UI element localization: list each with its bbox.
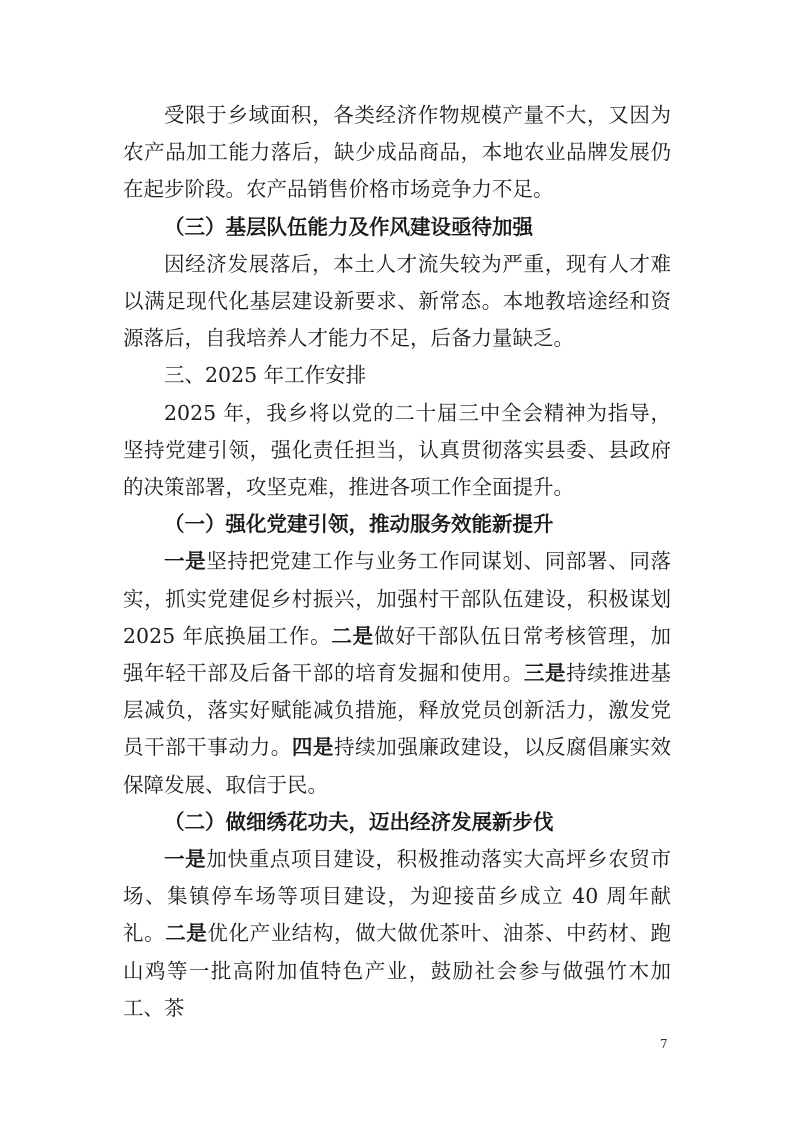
lead-econ-second: 二是 bbox=[165, 921, 208, 946]
text-third: 持续推进基层减负，落实好赋能减负措施，释放党员创新活力，激发党员干部干事动力。 bbox=[123, 661, 672, 760]
lead-second: 二是 bbox=[331, 623, 374, 648]
paragraph-party-building bbox=[123, 543, 671, 803]
lead-fourth: 四是 bbox=[291, 735, 335, 760]
text-fourth: 持续加强廉政建设，以反腐倡廉实效保障发展、取信于民。 bbox=[123, 735, 672, 797]
page-content bbox=[123, 97, 671, 1027]
text-second: 做好干部队伍日常考核管理，加强年轻干部及后备干部的培育发掘和使用。 bbox=[123, 623, 672, 686]
lead-first: 一是 bbox=[164, 549, 207, 574]
text-econ-first: 加快重点项目建设，积极推动落实大高坪乡农贸市场、集镇停车场等项目建设，为迎接苗乡成立 40 周年献礼。 bbox=[123, 847, 672, 946]
heading-2025-plan: 三、2025 年工作安排 bbox=[164, 363, 367, 388]
paragraph-economic-development bbox=[123, 841, 671, 1027]
paragraph-2025-intro: 2025 年，我乡将以党的二十届三中全会精神为指导，坚持党建引领，强化责任担当，认真贯彻落实县委、县政府的决策部署，攻坚克难，推进各项工作全面提升。 bbox=[123, 400, 671, 500]
heading-grassroots-team: （三）基层队伍能力及作风建设亟待加强 bbox=[164, 214, 533, 239]
lead-econ-first: 一是 bbox=[164, 847, 207, 872]
page-number: 7 bbox=[660, 1037, 668, 1051]
text-econ-second: 优化产业结构，做大做优茶叶、油茶、中药材、跑山鸡等一批高附加值特色产业，鼓励社会参与做强竹木加工、茶 bbox=[123, 921, 672, 1020]
text-first: 坚持把党建工作与业务工作同谋划、同部署、同落实，抓实党建促乡村振兴，加强村干部队伍建设，积极谋划 2025 年底换届工作。 bbox=[123, 549, 672, 648]
lead-third: 三是 bbox=[523, 661, 567, 686]
paragraph-agriculture: 受限于乡域面积，各类经济作物规模产量不大，又因为农产品加工能力落后，缺少成品商品，本地农业品牌发展仍在起步阶段。农产品销售价格市场竞争力不足。 bbox=[123, 103, 671, 202]
heading-party-building: （一）强化党建引领，推动服务效能新提升 bbox=[164, 512, 554, 537]
heading-economic-development: （二）做细绣花功夫，迈出经济发展新步伐 bbox=[164, 809, 554, 834]
paragraph-talent: 因经济发展落后，本土人才流失较为严重，现有人才难以满足现代化基层建设新要求、新常态。本地教培途经和资源落后，自我培养人才能力不足，后备力量缺乏。 bbox=[123, 251, 671, 351]
